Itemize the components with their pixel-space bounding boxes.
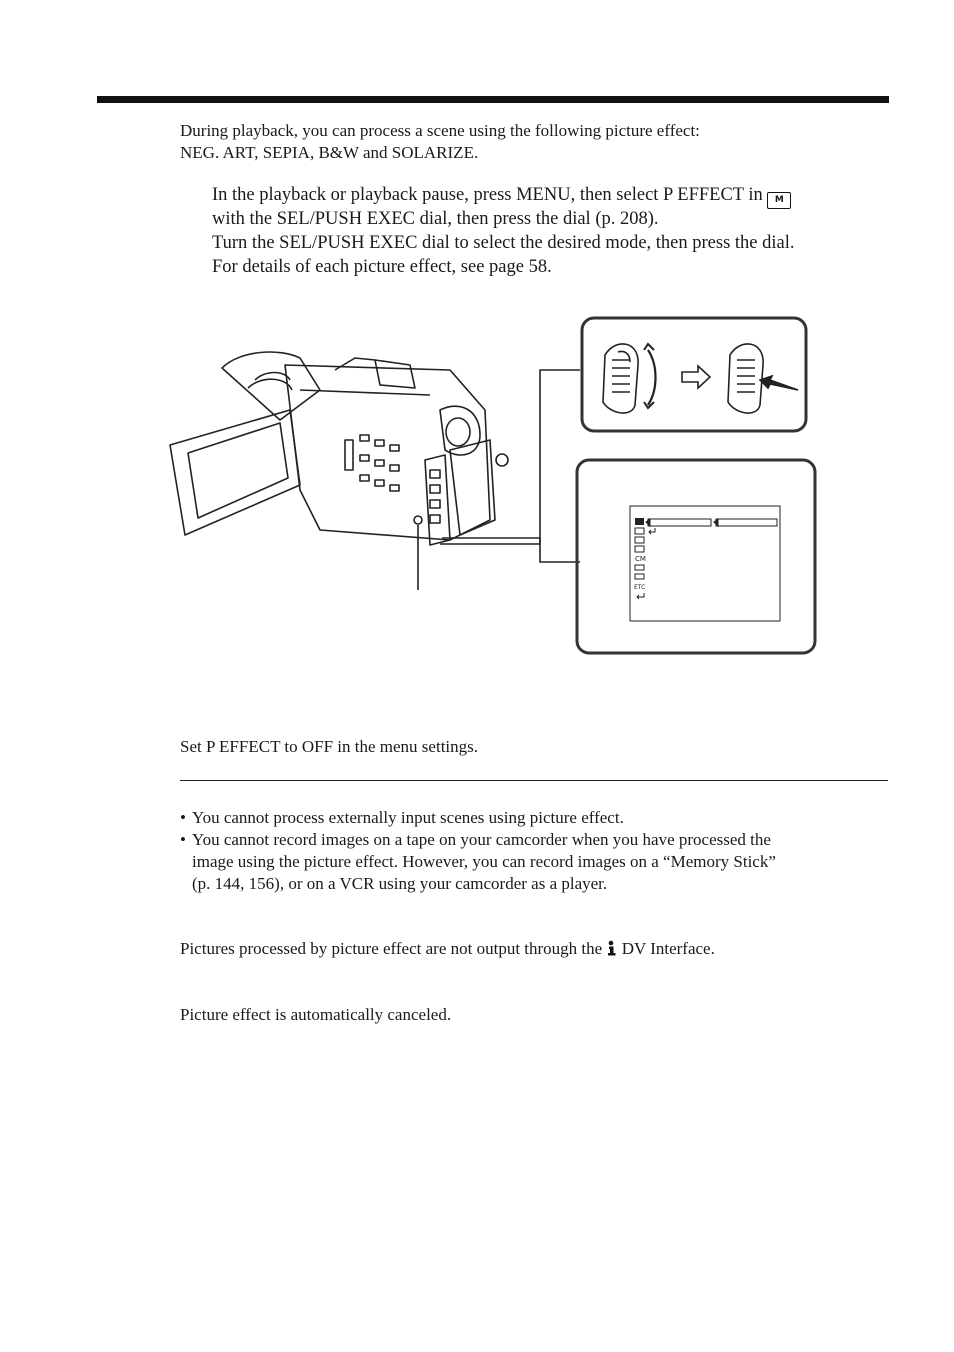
vcr-icon	[635, 537, 644, 543]
lcd-menu-screen	[630, 506, 780, 621]
camcorder-illustration	[160, 310, 830, 670]
step-1-line-1	[212, 184, 791, 209]
bullet-icon: •	[180, 830, 186, 849]
section-rule	[180, 780, 888, 781]
next-arrow-icon	[682, 366, 710, 388]
dv-note-before: Pictures processed by picture effect are not output through the	[180, 939, 603, 958]
dial-turn	[603, 344, 638, 413]
etc-icon: ETC	[634, 584, 646, 591]
callout-line-lower	[442, 538, 580, 562]
dial-inset	[582, 318, 806, 431]
memory-icon	[635, 528, 644, 534]
lcd-icon	[635, 546, 644, 552]
note-2-line-2: image using the picture effect. However, you can record images on a “Memory Stick”	[192, 852, 776, 871]
note-1-text: You cannot process externally input scenes using picture effect.	[192, 808, 624, 827]
setup-icon	[635, 574, 644, 579]
intro-line-1: During playback, you can process a scene using the following picture effect:	[180, 121, 700, 140]
manual-menu-icon: M	[767, 192, 791, 209]
menu-icon-column	[634, 518, 655, 599]
lens-hood	[222, 352, 320, 420]
step-1-line-2: with the SEL/PUSH EXEC dial, then press the dial (p. 208).	[212, 209, 659, 229]
step-1-text: In the playback or playback pause, press MENU, then select P EFFECT in	[212, 185, 763, 205]
cancel-instruction: Set P EFFECT to OFF in the menu settings.	[180, 737, 479, 756]
tape-icon	[635, 565, 644, 570]
intro-line-2: NEG. ART, SEPIA, B&W and SOLARIZE.	[180, 143, 479, 162]
note-item-1	[180, 806, 624, 829]
note-2-line-1: You cannot record images on a tape on your camcorder when you have processed the	[192, 830, 771, 849]
menu-screen-inset	[577, 460, 815, 653]
lcd-screen	[188, 423, 288, 518]
return-icon-2	[649, 528, 655, 534]
dv-interface-note	[180, 937, 715, 960]
bullet-icon: •	[180, 808, 186, 827]
auto-cancel-note: Picture effect is automatically canceled.	[180, 1005, 452, 1024]
dial-press	[728, 344, 763, 413]
header-rule	[97, 96, 889, 103]
callout-line-upper	[440, 370, 580, 544]
step-2-line-2: For details of each picture effect, see page 58.	[212, 257, 552, 277]
note-2-line-3: (p. 144, 156), or on a VCR using your camcorder as a player.	[192, 874, 608, 893]
ilink-icon	[606, 940, 617, 956]
cm-icon: CM	[635, 555, 646, 563]
dv-note-after: DV Interface.	[621, 939, 715, 958]
camera-icon	[635, 518, 644, 525]
step-2-line-1: Turn the SEL/PUSH EXEC dial to select the desired mode, then press the dial.	[212, 233, 795, 253]
return-icon	[637, 593, 644, 599]
note-item-2	[180, 828, 771, 851]
